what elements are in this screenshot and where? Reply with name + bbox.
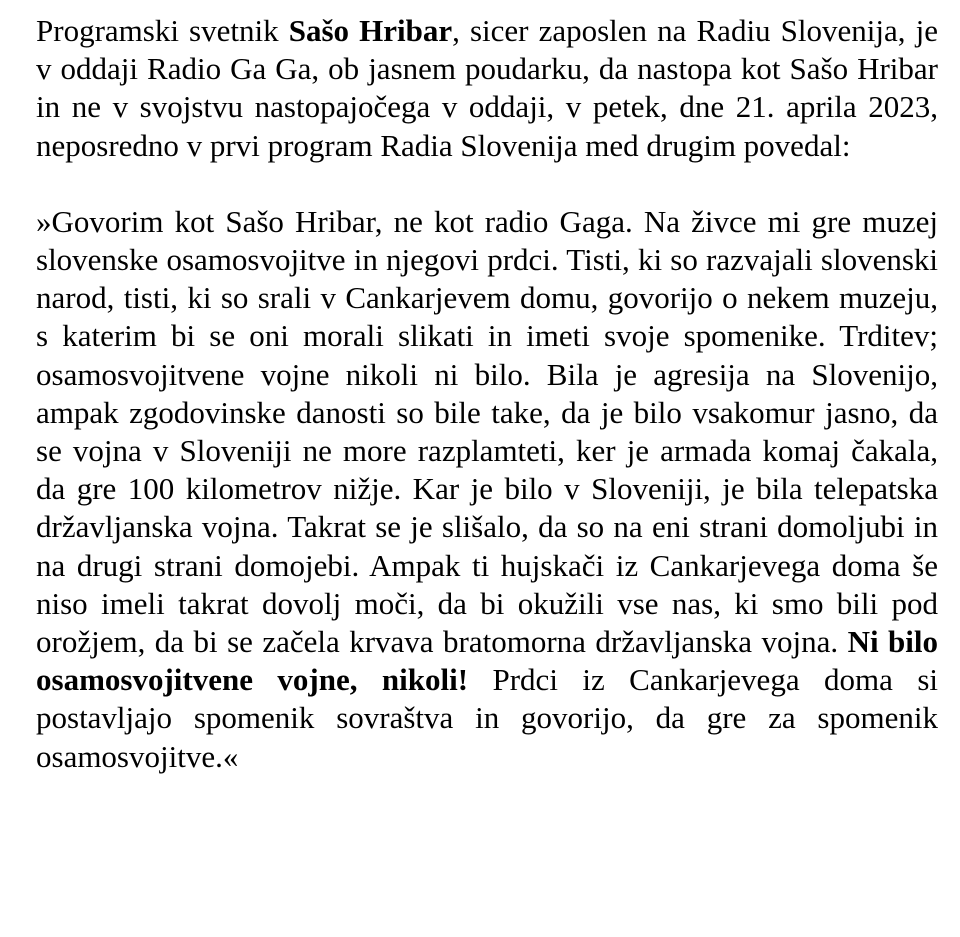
intro-text-start: Programski svetnik xyxy=(36,13,289,48)
quote-text-main: »Govorim kot Sašo Hribar, ne kot radio Gaga. Na živce mi gre muzej slovenske osamosvojitve in njegovi prdci. Tisti, ki so razvajali slovenski narod, tisti, ki so srali v Cankarjevem domu, govorijo o nekem muzeju, s katerim bi se oni morali slikati in imeti svoje spomenike. Trditev; osamosvojitvene vojne nikoli ni bilo. Bila je agresija na Slovenijo, ampak zgodovinske danosti so bile take, da je bilo vsakomur jasno, da se vojna v Sloveniji ne more razplamteti, ker je armada komaj čakala, da gre 100 kilometrov nižje. Kar je bilo v Sloveniji, je bila telepatska državljanska vojna. Takrat se je slišalo, da so na eni strani domoljubi in na drugi strani domojebi. Ampak ti hujskači iz Cankarjevega doma še niso imeli takrat dovolj moči, da bi okužili vse nas, ki smo bili pod orožjem, da bi se začela krvava bratomorna državljanska vojna. xyxy=(36,203,938,660)
quote-paragraph xyxy=(36,203,938,776)
intro-text-rest: , sicer zaposlen na Radiu Slovenija, je v oddaji Radio Ga Ga, ob jasnem poudarku, da nastopa kot Sašo Hribar in ne v svojstvu nastopajočega v oddaji, v petek, dne 21. aprila 2023, neposredno v prvi program Radia Slovenija med drugim povedal: xyxy=(36,13,938,163)
intro-paragraph xyxy=(36,12,938,165)
quote-text-bold: Ni bilo osamosvojitvene vojne, nikoli! xyxy=(36,624,938,698)
quote-text-end: Prdci iz Cankarjevega doma si postavljajo spomenik sovraštva in govorijo, da gre za spomenik osamosvojitve.« xyxy=(36,662,938,774)
intro-name-bold: Sašo Hribar xyxy=(288,13,453,48)
